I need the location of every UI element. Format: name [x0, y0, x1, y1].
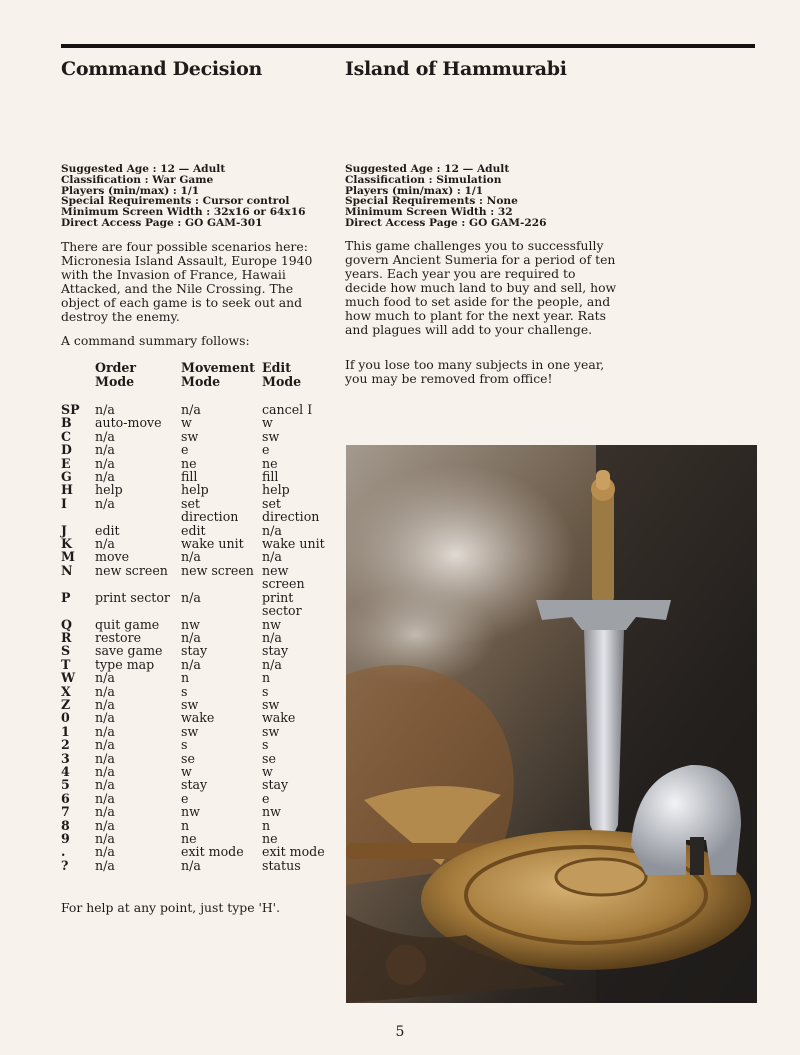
right-spec-line: Classification : Simulation — [345, 173, 502, 186]
table-cell: restore — [95, 629, 142, 645]
table-cell: nw — [262, 616, 281, 632]
table-cell: exit mode — [181, 844, 244, 860]
table-cell: sw — [262, 696, 280, 712]
table-header-row — [61, 361, 342, 403]
table-cell: n/a — [95, 777, 115, 793]
table-cell: n/a — [95, 428, 115, 444]
table-row — [61, 765, 342, 778]
right-spec-line: Players (min/max) : 1/1 — [345, 184, 484, 197]
left-spec-line: Minimum Screen Width : 32x16 or 64x16 — [61, 206, 306, 219]
table-cell: wake unit — [262, 536, 325, 552]
table-cell: wake unit — [181, 536, 244, 552]
table-cell: n/a — [181, 656, 201, 672]
table-cell: move — [95, 549, 130, 565]
left-intro: There are four possible scenarios here: Micronesia Island Assault, Europe 1940 with the Invasion of France, Hawaii Attacked, and the Nile Crossing. The object of each game is to seek out and destroy the enemy. — [61, 239, 313, 324]
command-key: I — [61, 495, 67, 511]
table-row — [61, 524, 342, 537]
table-cell: n — [262, 670, 271, 686]
command-key: K — [61, 536, 72, 552]
command-key: R — [61, 629, 72, 645]
table-cell: ne — [262, 831, 278, 846]
command-key: C — [61, 428, 72, 444]
table-cell: nw — [262, 804, 281, 820]
command-key: 6 — [61, 790, 70, 806]
table-cell: n/a — [181, 549, 201, 565]
right-title: Island of Hammurabi — [345, 58, 567, 80]
table-row — [61, 618, 342, 631]
table-row — [61, 591, 342, 618]
table-row — [61, 430, 342, 443]
command-key: 4 — [61, 763, 70, 779]
table-cell: e — [262, 442, 270, 458]
table-cell: type map — [95, 656, 155, 672]
left-spec-line: Special Requirements : Cursor control — [61, 195, 290, 208]
table-cell: new screen — [262, 562, 305, 592]
table-cell: n/a — [95, 831, 115, 846]
table-cell: w — [181, 415, 192, 431]
table-cell: n/a — [95, 469, 115, 485]
command-key: H — [61, 482, 73, 498]
table-row — [61, 832, 342, 845]
command-key: J — [61, 522, 67, 538]
table-cell: ne — [181, 831, 197, 846]
table-row — [61, 819, 342, 832]
table-cell: s — [181, 737, 188, 753]
table-cell: n/a — [95, 857, 115, 873]
table-cell: n/a — [262, 656, 282, 672]
table-cell: new screen — [181, 562, 254, 578]
top-rule — [61, 44, 755, 48]
table-row — [61, 859, 342, 872]
table-cell: w — [262, 763, 273, 779]
table-row — [61, 644, 342, 657]
right-intro: This game challenges you to successfully govern Ancient Sumeria for a period of ten years. Each year you are required to decide how much land to buy and sell, how much food to set aside for the people, and how much to plant for the next year. Rats and plagues will add to your challenge. — [345, 238, 617, 337]
table-row — [61, 738, 342, 751]
table-cell: n/a — [181, 857, 201, 873]
table-cell: n/a — [262, 522, 282, 538]
table-row — [61, 671, 342, 684]
table-cell: edit — [95, 522, 120, 538]
table-cell: n/a — [95, 710, 115, 726]
table-cell: n/a — [95, 696, 115, 712]
command-key: 5 — [61, 777, 70, 793]
table-cell: stay — [181, 777, 208, 793]
table-row — [61, 685, 342, 698]
command-key: 0 — [61, 710, 70, 726]
table-row — [61, 564, 342, 591]
table-row — [61, 403, 342, 416]
table-cell: stay — [181, 643, 208, 659]
illustration — [346, 445, 757, 1003]
table-cell: sw — [181, 696, 199, 712]
table-cell: e — [181, 790, 189, 806]
command-key: 9 — [61, 831, 70, 846]
command-key: 2 — [61, 737, 70, 753]
table-cell: status — [262, 857, 301, 873]
table-cell: exit mode — [262, 844, 325, 860]
table-cell: n/a — [95, 683, 115, 699]
table-cell: wake — [262, 710, 296, 726]
table-cell: cancel I — [262, 402, 313, 417]
table-cell: ne — [181, 455, 197, 471]
table-row — [61, 805, 342, 818]
table-row — [61, 457, 342, 470]
table-cell: n/a — [181, 629, 201, 645]
table-cell: n — [181, 670, 190, 686]
table-cell: n/a — [95, 763, 115, 779]
table-cell: save game — [95, 643, 163, 659]
table-cell: sw — [181, 428, 199, 444]
table-row — [61, 631, 342, 644]
help-note: For help at any point, just type 'H'. — [61, 900, 281, 915]
table-row — [61, 711, 342, 724]
command-key: M — [61, 549, 75, 565]
table-cell: stay — [262, 643, 289, 659]
command-key: G — [61, 469, 72, 485]
command-key: P — [61, 589, 71, 605]
right-warning: If you lose too many subjects in one year, you may be removed from office! — [345, 357, 605, 386]
table-cell: n/a — [95, 536, 115, 552]
table-cell: ne — [262, 455, 278, 471]
command-key: 8 — [61, 817, 70, 833]
command-key: 1 — [61, 723, 70, 739]
command-key: 3 — [61, 750, 70, 766]
table-cell: n/a — [95, 844, 115, 860]
table-cell: s — [262, 737, 269, 753]
table-cell: new screen — [95, 562, 168, 578]
table-cell: wake — [181, 710, 215, 726]
table-cell: sw — [181, 723, 199, 739]
command-key: S — [61, 643, 71, 659]
left-spec-line: Direct Access Page : GO GAM-301 — [61, 216, 263, 229]
table-cell: se — [262, 750, 276, 766]
table-cell: se — [181, 750, 195, 766]
table-row — [61, 845, 342, 858]
table-cell: n/a — [95, 670, 115, 686]
command-key: ? — [61, 857, 69, 873]
left-spec-line: Suggested Age : 12 — Adult — [61, 163, 226, 175]
table-row — [61, 443, 342, 456]
right-spec-line: Minimum Screen Width : 32 — [345, 206, 513, 219]
table-cell: help — [262, 482, 290, 498]
table-cell: edit — [181, 522, 206, 538]
command-key: Z — [61, 696, 71, 712]
table-cell: nw — [181, 616, 200, 632]
table-cell: stay — [262, 777, 289, 793]
table-cell: n/a — [262, 629, 282, 645]
table-cell: help — [181, 482, 209, 498]
table-cell: e — [181, 442, 189, 458]
command-key: Q — [61, 616, 72, 632]
command-key: X — [61, 683, 71, 699]
table-cell: n/a — [95, 804, 115, 820]
table-cell: quit game — [95, 616, 160, 632]
column-header: Order Mode — [95, 360, 137, 389]
command-key: W — [61, 670, 76, 686]
page-number: 5 — [395, 1024, 405, 1040]
command-key: . — [61, 844, 66, 860]
table-cell: s — [262, 683, 269, 699]
table-row — [61, 752, 342, 765]
command-key: B — [61, 415, 72, 431]
command-table — [61, 361, 342, 872]
command-key: 7 — [61, 804, 70, 820]
table-row — [61, 550, 342, 563]
table-cell: help — [95, 482, 123, 498]
table-cell: n/a — [95, 817, 115, 833]
table-row — [61, 497, 342, 524]
table-row — [61, 416, 342, 429]
command-key: N — [61, 562, 73, 578]
table-cell: n/a — [95, 442, 115, 458]
table-cell: auto-move — [95, 415, 162, 431]
table-cell: print sector — [95, 589, 170, 605]
command-key: D — [61, 442, 72, 458]
table-cell: fill — [181, 469, 198, 485]
table-cell: print sector — [262, 589, 302, 619]
column-header: Edit Mode — [262, 360, 302, 389]
table-cell: n/a — [95, 750, 115, 766]
command-key: E — [61, 455, 71, 471]
column-header: Movement Mode — [181, 360, 255, 389]
table-row — [61, 537, 342, 550]
command-key: T — [61, 656, 71, 672]
table-cell: n/a — [95, 495, 115, 511]
left-spec-line: Classification : War Game — [61, 173, 214, 186]
table-cell: n/a — [181, 402, 201, 417]
table-cell: sw — [262, 428, 280, 444]
table-cell: n/a — [95, 402, 115, 417]
table-cell: s — [181, 683, 188, 699]
table-cell: n/a — [95, 455, 115, 471]
table-cell: w — [181, 763, 192, 779]
table-cell: nw — [181, 804, 200, 820]
table-cell: sw — [262, 723, 280, 739]
table-cell: set direction — [181, 495, 239, 525]
table-row — [61, 483, 342, 496]
table-row — [61, 792, 342, 805]
table-row — [61, 778, 342, 791]
table-cell: e — [262, 790, 270, 806]
left-specs — [61, 164, 306, 229]
table-row — [61, 725, 342, 738]
table-cell: n/a — [95, 737, 115, 753]
summary-label: A command summary follows: — [61, 333, 250, 348]
table-cell: n/a — [95, 790, 115, 806]
table-cell: n — [181, 817, 190, 833]
left-spec-line: Players (min/max) : 1/1 — [61, 184, 200, 197]
table-cell: n/a — [181, 589, 201, 605]
right-specs — [345, 164, 547, 229]
right-spec-line: Special Requirements : None — [345, 195, 518, 208]
table-cell: fill — [262, 469, 279, 485]
table-row — [61, 658, 342, 671]
right-spec-line: Suggested Age : 12 — Adult — [345, 163, 510, 175]
table-row — [61, 698, 342, 711]
right-spec-line: Direct Access Page : GO GAM-226 — [345, 216, 547, 229]
header-key — [61, 361, 95, 403]
left-title: Command Decision — [61, 58, 262, 80]
table-cell: n — [262, 817, 271, 833]
table-cell: w — [262, 415, 273, 431]
command-key: SP — [61, 402, 80, 417]
table-row — [61, 470, 342, 483]
table-cell: n/a — [262, 549, 282, 565]
table-cell: set direction — [262, 495, 320, 525]
table-cell: n/a — [95, 723, 115, 739]
